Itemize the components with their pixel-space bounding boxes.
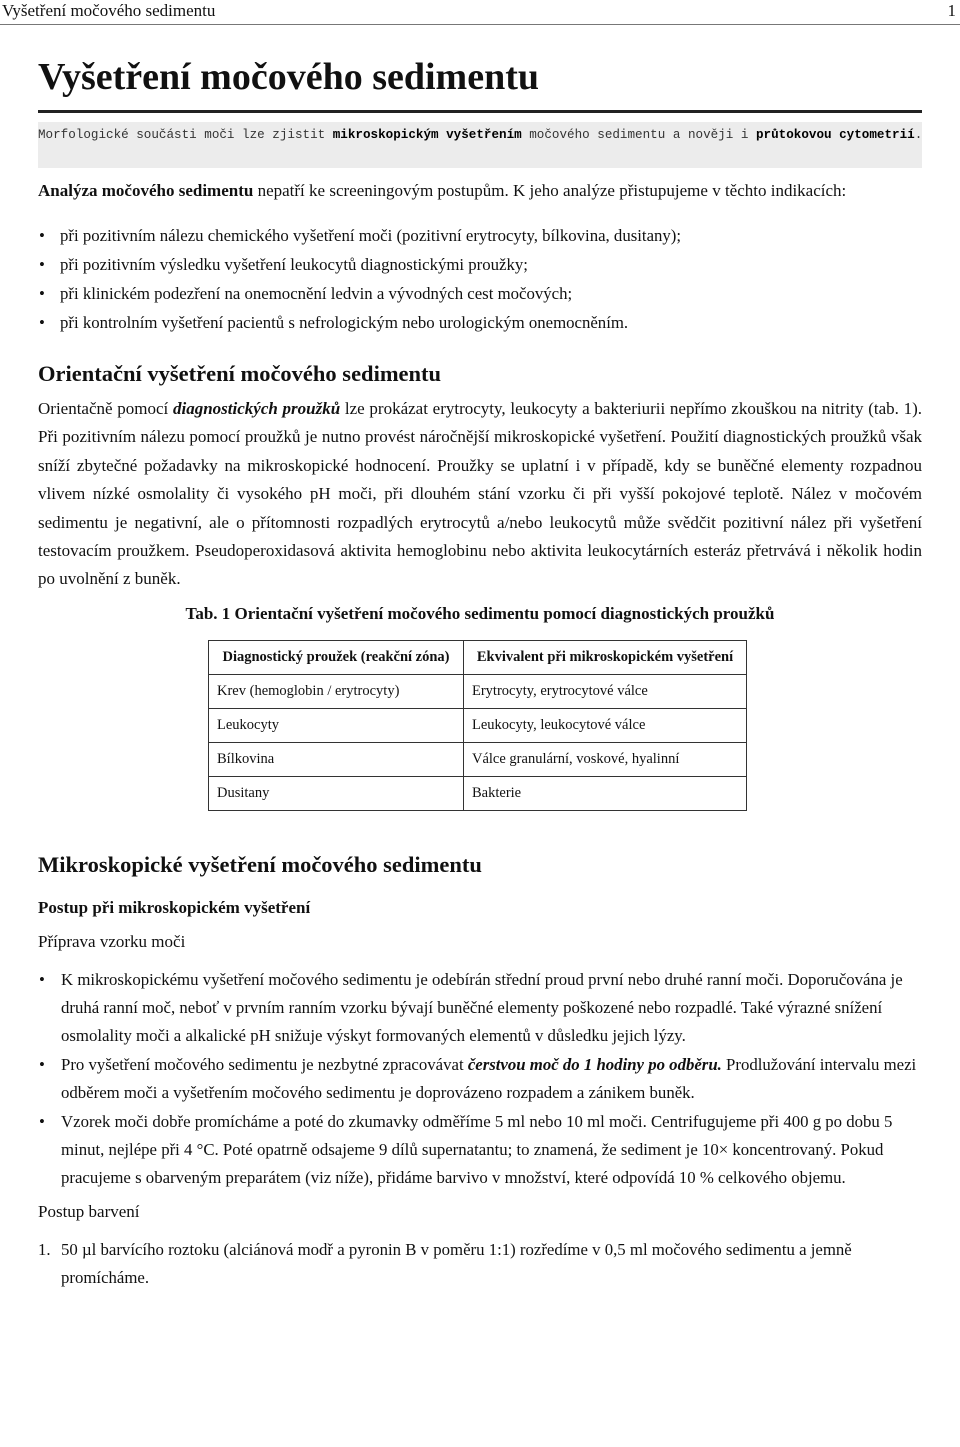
- list-item: [38, 1236, 922, 1292]
- list-item: • K mikroskopickému vyšetření močového sedimentu je odebírán střední proud první nebo druhé ranní moči. Doporučována je druhá ranní moč, neboť v prvním ranním vzorku bývají buněčné elementy poškozené nebo rozpadlé. Také výrazné snížení osmolality moči a alkalické pH snižuje výskyt formovaných elementů v důsledku jejich lýzy.: [38, 966, 922, 1050]
- table-cell: Dusitany: [209, 776, 464, 810]
- list-item-text: Prodlužování intervalu mezi odběrem moči a vyšetřením močového sedimentu je doprovázeno rozpadem a zánikem buněk.: [61, 1054, 917, 1102]
- intro-summary-box: [38, 122, 922, 168]
- table-row: [209, 742, 747, 776]
- table-header-row: [209, 640, 747, 674]
- table-cell: Bílkovina: [209, 742, 464, 776]
- emphasis-fresh-urine: čerstvou moč do 1 hodiny po odběru.: [467, 1054, 722, 1074]
- running-header: [0, 0, 960, 25]
- label-staining: Postup barvení: [38, 1201, 140, 1221]
- running-header-title: Vyšetření močového sedimentu: [2, 1, 216, 20]
- lead-term: Analýza močového sedimentu: [38, 181, 254, 200]
- page-title: Vyšetření močového sedimentu: [38, 52, 922, 113]
- table-cell: Leukocyty, leukocytové válce: [464, 708, 747, 742]
- strip-equivalents-table: [208, 640, 747, 811]
- lead-paragraph: [38, 177, 922, 205]
- lead-text: nepatří ke screeningovým postupům. K jeho analýze přistupujeme v těchto indikacích:: [253, 181, 847, 200]
- intro-bold-cytometry: průtokovou cytometrií: [755, 128, 915, 142]
- list-item: • při pozitivním výsledku vyšetření leukocytů diagnostickými proužky;: [38, 250, 922, 279]
- page-number: 1: [947, 1, 956, 20]
- section-heading-microscopy: Mikroskopické vyšetření močového sedimentu: [38, 851, 482, 877]
- list-item: [38, 1051, 922, 1107]
- staining-steps: [38, 1236, 922, 1292]
- table-row: [209, 708, 747, 742]
- paragraph-text: lze prokázat erytrocyty, leukocyty a bakteriurii nepřímo zkouškou na nitrity (tab. 1). Při pozitivním nálezu pomocí proužků je nutno provést náročnější mikroskopické vyšetření. Použití diagnostických proužků však sníží zbytečné požadavky na mikroskopické hodnocení. Proužky se uplatní i v případě, kdy se buněčné elementy rozpadnou vlivem nízké osmolality či vysokého pH moči, při dlouhém stání vzorku či při vyšší pokojové teplotě. Nález v močovém sedimentu je negativní, ale o přítomnosti rozpadlých erytrocytů a/nebo leukocytů může svědčit pozitivní nález při vyšetření testovacím proužkem. Pseudoperoxidasová aktivita hemoglobinu nebo aktivita leukocytárních esteráz přetrvává i několik hodin po uvolnění z buněk.: [38, 399, 922, 589]
- sample-prep-list: [38, 966, 922, 1192]
- list-item: • Vzorek moči dobře promícháme a poté do zkumavky odměříme 5 ml nebo 10 ml moči. Centrifugujeme při 400 g po dobu 5 minut, nejlépe při 4 °C. Poté opatrně odsajeme 9 dílů supernatantu; to znamená, že sediment je 10× koncentrovaný. Pokud pracujeme s obarveným preparátem (viz níže), přidáme barvivo v množství, které odpovídá 10 % celkového objemu.: [38, 1108, 922, 1192]
- column-header: Diagnostický proužek (reakční zóna): [209, 640, 464, 674]
- emphasis-strips: diagnostických proužků: [173, 399, 341, 418]
- intro-text: .: [914, 128, 923, 142]
- label-sample-prep: Příprava vzorku moči: [38, 931, 186, 951]
- table-row: [209, 674, 747, 708]
- column-header: Ekvivalent při mikroskopickém vyšetření: [464, 640, 747, 674]
- section-heading-orientation: Orientační vyšetření močového sedimentu: [38, 361, 442, 386]
- indications-list: [38, 221, 922, 337]
- orientation-paragraph: [38, 395, 922, 594]
- step-text: 50 µl barvícího roztoku (alciánová modř a pyronin B v poměru 1:1) rozředíme v 0,5 ml močového sedimentu a jemně promícháme.: [61, 1239, 852, 1287]
- table-cell: Erytrocyty, erytrocytové válce: [464, 674, 747, 708]
- table-caption: Tab. 1 Orientační vyšetření močového sedimentu pomocí diagnostických proužků: [185, 603, 775, 623]
- table-cell: Krev (hemoglobin / erytrocyty): [209, 674, 464, 708]
- list-item: • při kontrolním vyšetření pacientů s nefrologickým nebo urologickým onemocněním.: [38, 308, 922, 337]
- table-row: [209, 776, 747, 810]
- intro-text: Morfologické součásti moči lze zjistit: [38, 128, 333, 142]
- document-body: [38, 52, 922, 1292]
- table-cell: Válce granulární, voskové, hyalinní: [464, 742, 747, 776]
- list-item: • při pozitivním nálezu chemického vyšetření moči (pozitivní erytrocyty, bílkovina, dusitany);: [38, 221, 922, 250]
- subheading-procedure: Postup při mikroskopickém vyšetření: [38, 897, 311, 917]
- table-cell: Leukocyty: [209, 708, 464, 742]
- paragraph-text: Orientačně pomocí: [38, 399, 173, 418]
- step-number: 1.: [38, 1239, 51, 1259]
- intro-text: močového sedimentu a nověji i: [521, 128, 756, 142]
- list-item-text: Pro vyšetření močového sedimentu je nezbytné zpracovávat: [61, 1054, 468, 1074]
- list-item: • při klinickém podezření na onemocnění ledvin a vývodných cest močových;: [38, 279, 922, 308]
- intro-bold-microscopy: mikroskopickým vyšetřením: [332, 128, 522, 142]
- table-cell: Bakterie: [464, 776, 747, 810]
